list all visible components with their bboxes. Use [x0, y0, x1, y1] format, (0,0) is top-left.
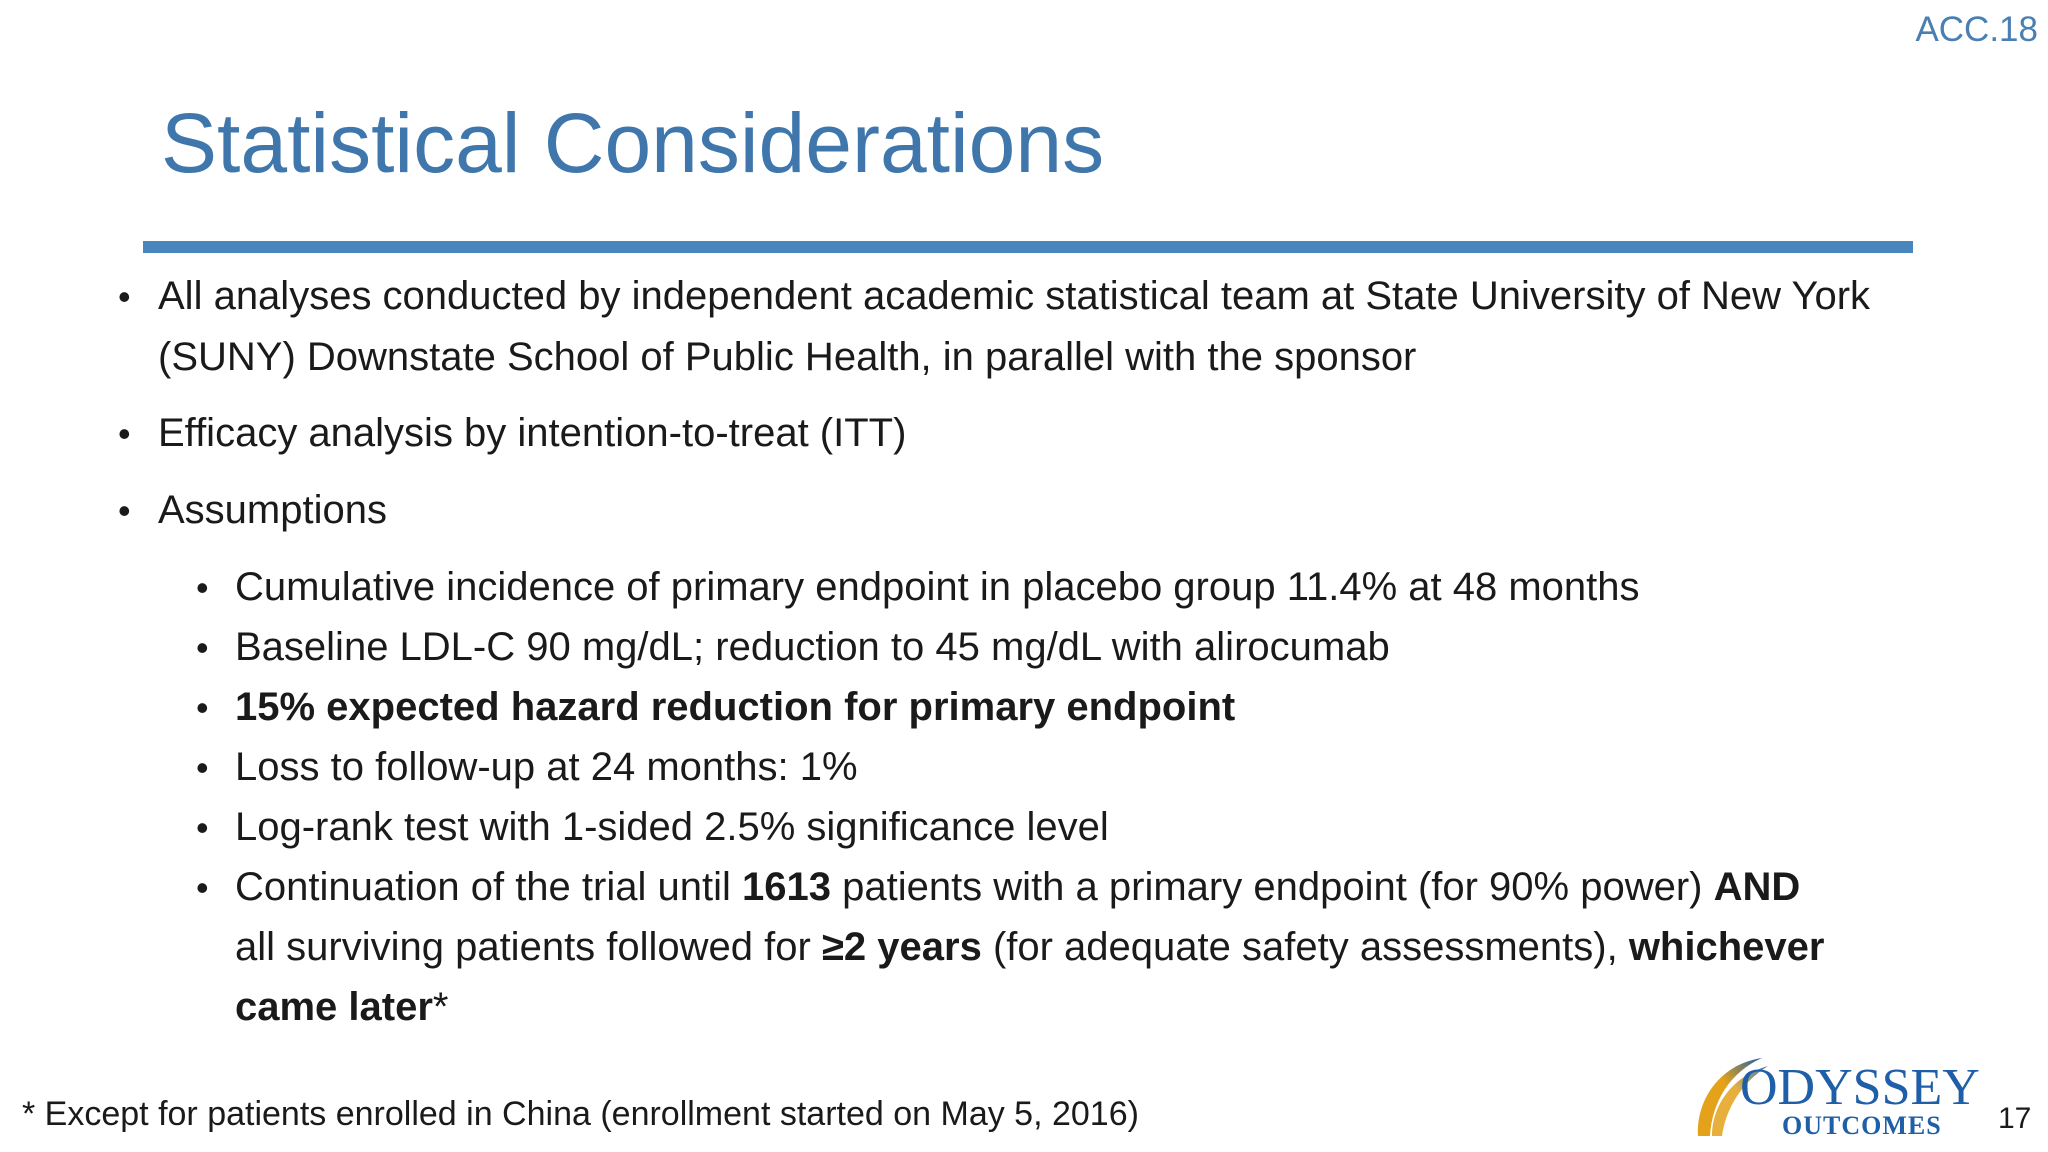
bullet-marker: • [118, 413, 131, 454]
text-run: all surviving patients followed for [235, 925, 822, 969]
sub-bullet-marker: • [196, 567, 209, 608]
bullet-marker: • [118, 276, 131, 317]
bullet-text-line: (SUNY) Downstate School of Public Health, in parallel with the sponsor [158, 335, 1417, 379]
sub-bullet-item-bold: 15% expected hazard reduction for primary endpoint [235, 685, 1236, 729]
sub-bullet-marker: • [196, 687, 209, 728]
slide-title: Statistical Considerations [161, 96, 1105, 190]
conference-tag: ACC.18 [1915, 10, 2038, 49]
bullet-item: Assumptions [158, 488, 387, 532]
sub-bullet-marker: • [196, 807, 209, 848]
sub-bullet-item: Cumulative incidence of primary endpoint in placebo group 11.4% at 48 months [235, 565, 1640, 609]
bold-run: 1613 [741, 865, 831, 909]
bullet-marker: • [118, 490, 131, 531]
bullet-item: Efficacy analysis by intention-to-treat (ITT) [158, 411, 907, 455]
bold-run: AND [1713, 865, 1801, 909]
text-run: patients with a primary endpoint (for 90% power) [830, 865, 1714, 909]
sub-bullet-item-continuation [235, 857, 1935, 1037]
continuation-line-3 [235, 977, 1935, 1037]
text-run: (for adequate safety assessments), [981, 925, 1629, 969]
sub-bullet-marker: • [196, 747, 209, 788]
sub-bullet-item: Log-rank test with 1-sided 2.5% significance level [235, 805, 1109, 849]
continuation-line-2 [235, 917, 1935, 977]
bold-run: came later [235, 985, 433, 1029]
sub-bullet-item: Baseline LDL-C 90 mg/dL; reduction to 45 mg/dL with alirocumab [235, 625, 1390, 669]
title-divider [143, 241, 1913, 253]
page-number: 17 [1998, 1102, 2032, 1135]
bullet-text-line: All analyses conducted by independent academic statistical team at State University of New York [158, 274, 1871, 318]
text-run: Continuation of the trial until [235, 865, 742, 909]
logo-word-1: ODYSSEY [1740, 1059, 1980, 1116]
sub-bullet-marker: • [196, 867, 209, 908]
bullet-item [158, 266, 1958, 388]
logo-word-2: OUTCOMES [1782, 1111, 1942, 1140]
text-run: * [432, 985, 449, 1029]
sub-bullet-marker: • [196, 627, 209, 668]
continuation-line-1 [235, 857, 1935, 917]
bold-run: ≥2 years [821, 925, 982, 969]
sub-bullet-item: Loss to follow-up at 24 months: 1% [235, 745, 858, 789]
bold-run: whichever [1628, 925, 1825, 969]
footnote: * Except for patients enrolled in China (enrollment started on May 5, 2016) [22, 1095, 1139, 1133]
odyssey-outcomes-logo [1690, 1050, 1990, 1140]
